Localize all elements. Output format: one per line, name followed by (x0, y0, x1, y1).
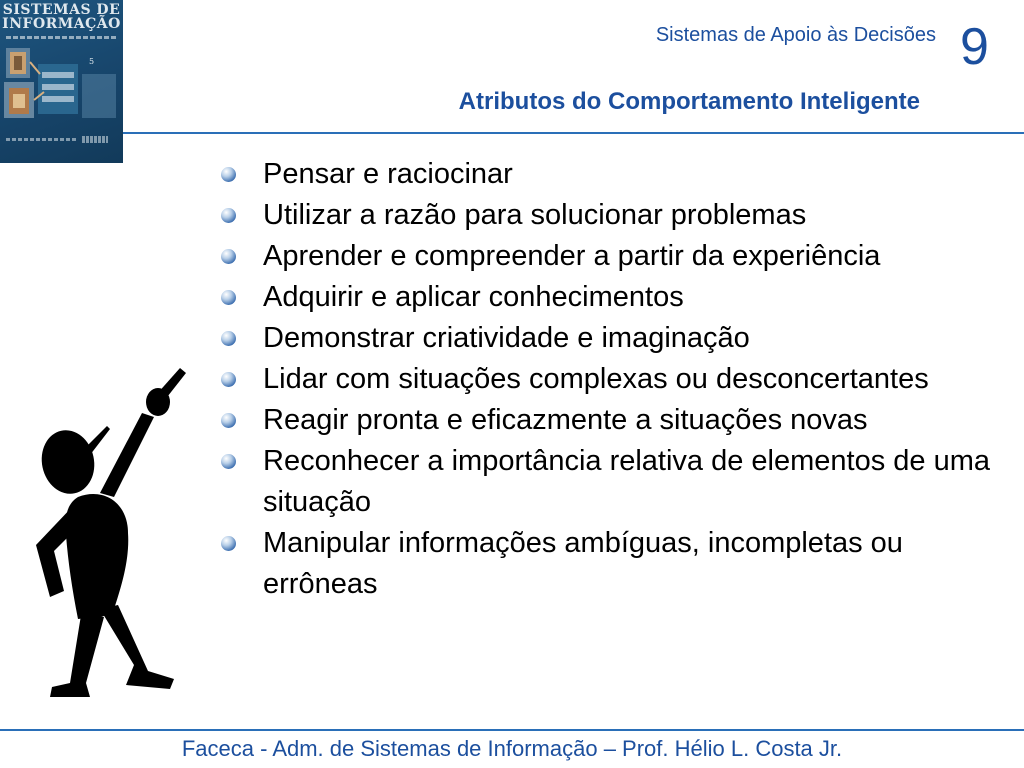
list-item (221, 277, 1011, 318)
list-item-text: Aprender e compreender a partir da experiência (263, 240, 881, 272)
bullet-icon (221, 167, 236, 182)
list-item (221, 441, 1011, 523)
bullet-icon (221, 249, 236, 264)
list-item (221, 400, 1011, 441)
list-item-text: Reagir pronta e eficazmente a situações novas (263, 404, 868, 436)
footer-divider (0, 729, 1024, 731)
list-item-text: Lidar com situações complexas ou desconcertantes (263, 363, 929, 395)
book-author-decoration (6, 138, 76, 141)
bullet-icon (221, 372, 236, 387)
book-title-line2: INFORMAÇÃO (2, 16, 121, 32)
bullet-icon (221, 454, 236, 469)
pointing-stick-figure (30, 365, 190, 705)
list-item-text: Utilizar a razão para solucionar problemas (263, 199, 807, 231)
bullet-icon (221, 290, 236, 305)
course-name: Sistemas de Apoio às Decisões (655, 24, 936, 46)
list-item-text: Demonstrar criatividade e imaginação (263, 322, 750, 354)
list-item-text: Manipular informações ambíguas, incompletas ou errôneas (263, 527, 903, 600)
chapter-number: 9 (960, 18, 989, 76)
slide-title: Atributos do Comportamento Inteligente (458, 88, 920, 115)
list-item (221, 236, 1011, 277)
list-item-text: Reconhecer a importância relativa de elementos de uma situação (263, 445, 991, 518)
book-title (0, 3, 123, 31)
bullet-icon (221, 536, 236, 551)
bullet-icon (221, 208, 236, 223)
bullet-list (221, 154, 1011, 605)
book-cover-image (0, 0, 123, 163)
list-item (221, 359, 1011, 400)
book-cover-art (0, 44, 123, 136)
bullet-icon (221, 331, 236, 346)
list-item (221, 318, 1011, 359)
book-title-line1: SISTEMAS DE (2, 2, 121, 18)
list-item-text: Pensar e raciocinar (263, 158, 513, 190)
header-divider (123, 132, 1024, 134)
list-item (221, 154, 1011, 195)
list-item (221, 195, 1011, 236)
footer-text: Faceca - Adm. de Sistemas de Informação – Prof. Hélio L. Costa Jr. (181, 736, 843, 761)
list-item-text: Adquirir e aplicar conhecimentos (263, 281, 684, 313)
list-item (221, 523, 1011, 605)
book-subtitle-decoration (6, 36, 118, 39)
publisher-logo (82, 136, 108, 143)
bullet-icon (221, 413, 236, 428)
book-edition: 5 (89, 57, 95, 66)
